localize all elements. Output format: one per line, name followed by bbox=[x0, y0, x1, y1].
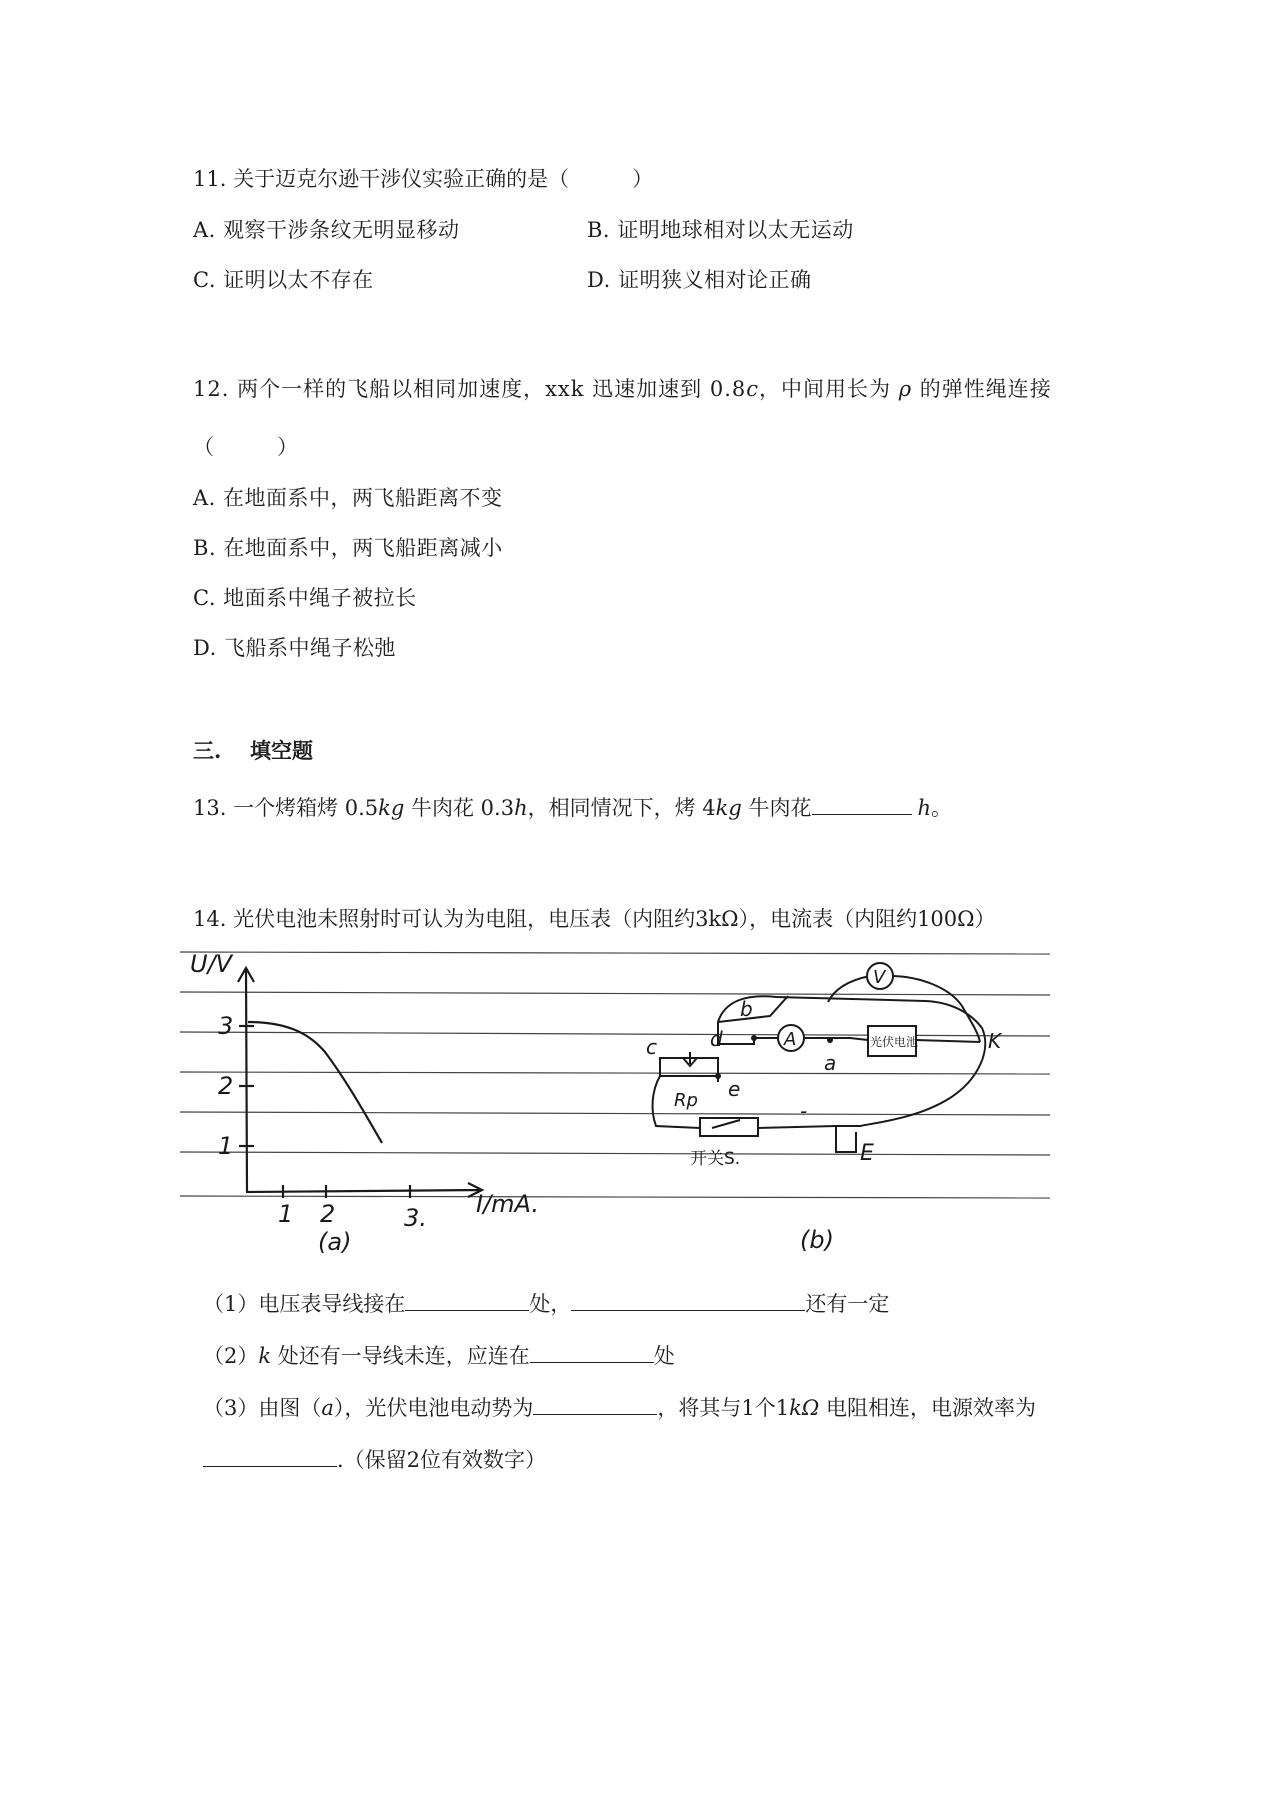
node-d-label: d bbox=[710, 1027, 723, 1051]
node-e-dot bbox=[715, 1073, 721, 1079]
q13-unit-kg-2: kg bbox=[715, 796, 742, 820]
q14-sub2-text-3: 处 bbox=[653, 1344, 675, 1368]
q13-text-4: 牛肉花 bbox=[741, 796, 812, 820]
graph-iv-curve bbox=[248, 1022, 382, 1143]
circuit-top-wire bbox=[718, 996, 788, 1022]
node-a-dot bbox=[827, 1037, 833, 1043]
section-three-number: 三. bbox=[193, 738, 222, 763]
node-k-label: K bbox=[988, 1029, 1002, 1053]
graph-x-axis bbox=[246, 1183, 482, 1197]
q12-stem-part2: ，中间用长为 bbox=[759, 377, 891, 401]
q14-sub3-text-4: 电阻相连，电源效率为 bbox=[819, 1396, 1036, 1420]
graph-x-tick-label-2: 2 bbox=[320, 1200, 336, 1228]
q14-sub3-note: .（保留2位有效数字） bbox=[337, 1448, 547, 1472]
graph-y-tick-label-3: 3 bbox=[218, 1012, 234, 1040]
q13-stem bbox=[193, 792, 952, 823]
rheostat-label: Rp bbox=[674, 1090, 698, 1111]
q11-option-c: C. 证明以太不存在 bbox=[193, 268, 374, 292]
q14-sub2-k-symbol: k bbox=[258, 1344, 272, 1368]
node-b-label: b bbox=[740, 997, 753, 1021]
graph-y-label: U/V bbox=[190, 950, 233, 978]
q13-text-3: ，相同情况下，烤 4 bbox=[527, 796, 716, 820]
graph-a-caption: (a) bbox=[318, 1228, 352, 1256]
node-c-label: c bbox=[646, 1035, 657, 1059]
q14-figure bbox=[180, 940, 1060, 1260]
q14-sub3-blank-2[interactable] bbox=[203, 1444, 337, 1467]
q14-sub2-text-1: （2） bbox=[203, 1344, 259, 1368]
q11-option-d: D. 证明狭义相对论正确 bbox=[587, 268, 812, 292]
q14-sub3-continued bbox=[203, 1444, 546, 1475]
q14-sub3-blank-1[interactable] bbox=[533, 1392, 657, 1415]
q13-answer-blank[interactable] bbox=[812, 792, 912, 815]
q14-sub1-text-1: （1）电压表导线接在 bbox=[203, 1292, 406, 1316]
switch-label: 开关S. bbox=[690, 1149, 741, 1169]
circuit-ammeter-wire bbox=[718, 1038, 980, 1044]
q13-end-mark: 。 bbox=[931, 796, 953, 820]
q14-sub3-text-2: ），光伏电池电动势为 bbox=[333, 1396, 534, 1420]
circuit-rheostat bbox=[660, 1052, 718, 1076]
q12-option-b: B. 在地面系中，两飞船距离减小 bbox=[193, 536, 503, 560]
q14-sub1-text-3: 还有一定 bbox=[805, 1292, 890, 1316]
graph-a bbox=[238, 968, 482, 1198]
circuit-switch-leads bbox=[758, 1126, 836, 1128]
terminal-minus-label: - bbox=[800, 1099, 808, 1123]
q14-sub3-text-1: （3）由图（ bbox=[203, 1396, 322, 1420]
q13-text-2: 牛肉花 0.3 bbox=[404, 796, 515, 820]
q14-sub1-blank-2[interactable] bbox=[571, 1288, 805, 1311]
q14-sub2 bbox=[203, 1340, 675, 1371]
q12-stem bbox=[193, 374, 1052, 404]
q14-sub1 bbox=[203, 1288, 889, 1319]
q11-option-b: B. 证明地球相对以太无运动 bbox=[587, 218, 854, 242]
q14-sub3-figure-a: a bbox=[321, 1396, 334, 1420]
q14-sub2-blank[interactable] bbox=[530, 1340, 654, 1363]
q12-stem-part1: 12. 两个一样的飞船以相同加速度，xxk 迅速加速到 0.8 bbox=[193, 377, 747, 401]
circuit-b-caption: (b) bbox=[800, 1226, 834, 1254]
q13-unit-h-1: h bbox=[514, 796, 528, 820]
q12-stem-part3: 的弹性绳连接 bbox=[919, 377, 1052, 401]
q14-sub2-text-2: 处还有一导线未连，应连在 bbox=[271, 1344, 530, 1368]
graph-x-tick-label-3: 3. bbox=[404, 1204, 427, 1232]
q14-sub3-text-3: ，将其与1个1 bbox=[657, 1396, 790, 1420]
q12-speed-symbol: c bbox=[746, 377, 759, 401]
q13-unit-h-2: h bbox=[917, 796, 932, 820]
circuit-switch-box bbox=[700, 1118, 758, 1136]
q11-option-a: A. 观察干涉条纹无明显移动 bbox=[193, 218, 460, 242]
q12-answer-paren: （ ） bbox=[193, 435, 298, 459]
q14-sub3 bbox=[203, 1392, 1036, 1423]
graph-x-tick-label-1: 1 bbox=[278, 1200, 294, 1228]
photovoltaic-cell-label: 光伏电池 bbox=[870, 1035, 919, 1049]
q14-sub3-kohm-unit: kΩ bbox=[789, 1396, 820, 1420]
circuit-b bbox=[653, 976, 986, 1152]
section-three-title: 填空题 bbox=[250, 738, 313, 763]
q12-option-d: D. 飞船系中绳子松弛 bbox=[193, 636, 396, 660]
graph-y-axis bbox=[238, 968, 254, 1192]
q14-sub1-text-2: 处， bbox=[529, 1292, 572, 1316]
voltmeter-label: V bbox=[873, 967, 886, 988]
node-b-dot bbox=[751, 1035, 757, 1041]
q11-stem: 11. 关于迈克尔逊干涉仪实验正确的是（ ） bbox=[193, 167, 654, 191]
q14-sub1-blank-1[interactable] bbox=[405, 1288, 529, 1311]
notebook-ruled-lines bbox=[180, 952, 1050, 1198]
node-e-label: e bbox=[728, 1077, 741, 1101]
q12-option-a: A. 在地面系中，两飞船距离不变 bbox=[193, 486, 503, 510]
q12-option-c: C. 地面系中绳子被拉长 bbox=[193, 586, 417, 610]
q13-unit-kg-1: kg bbox=[378, 796, 405, 820]
q14-stem: 14. 光伏电池未照射时可认为为电阻，电压表（内阻约3kΩ），电流表（内阻约100Ω） bbox=[193, 907, 996, 931]
q12-rho-symbol: ρ bbox=[898, 377, 913, 401]
node-a-label: a bbox=[824, 1051, 837, 1075]
q13-text-1: 13. 一个烤箱烤 0.5 bbox=[193, 796, 379, 820]
graph-y-tick-label-2: 2 bbox=[218, 1072, 234, 1100]
graph-y-tick-label-1: 1 bbox=[218, 1132, 234, 1160]
graph-x-label: I/mA. bbox=[476, 1190, 540, 1218]
ammeter-label: A bbox=[784, 1029, 797, 1050]
source-e-label: E bbox=[860, 1141, 874, 1166]
